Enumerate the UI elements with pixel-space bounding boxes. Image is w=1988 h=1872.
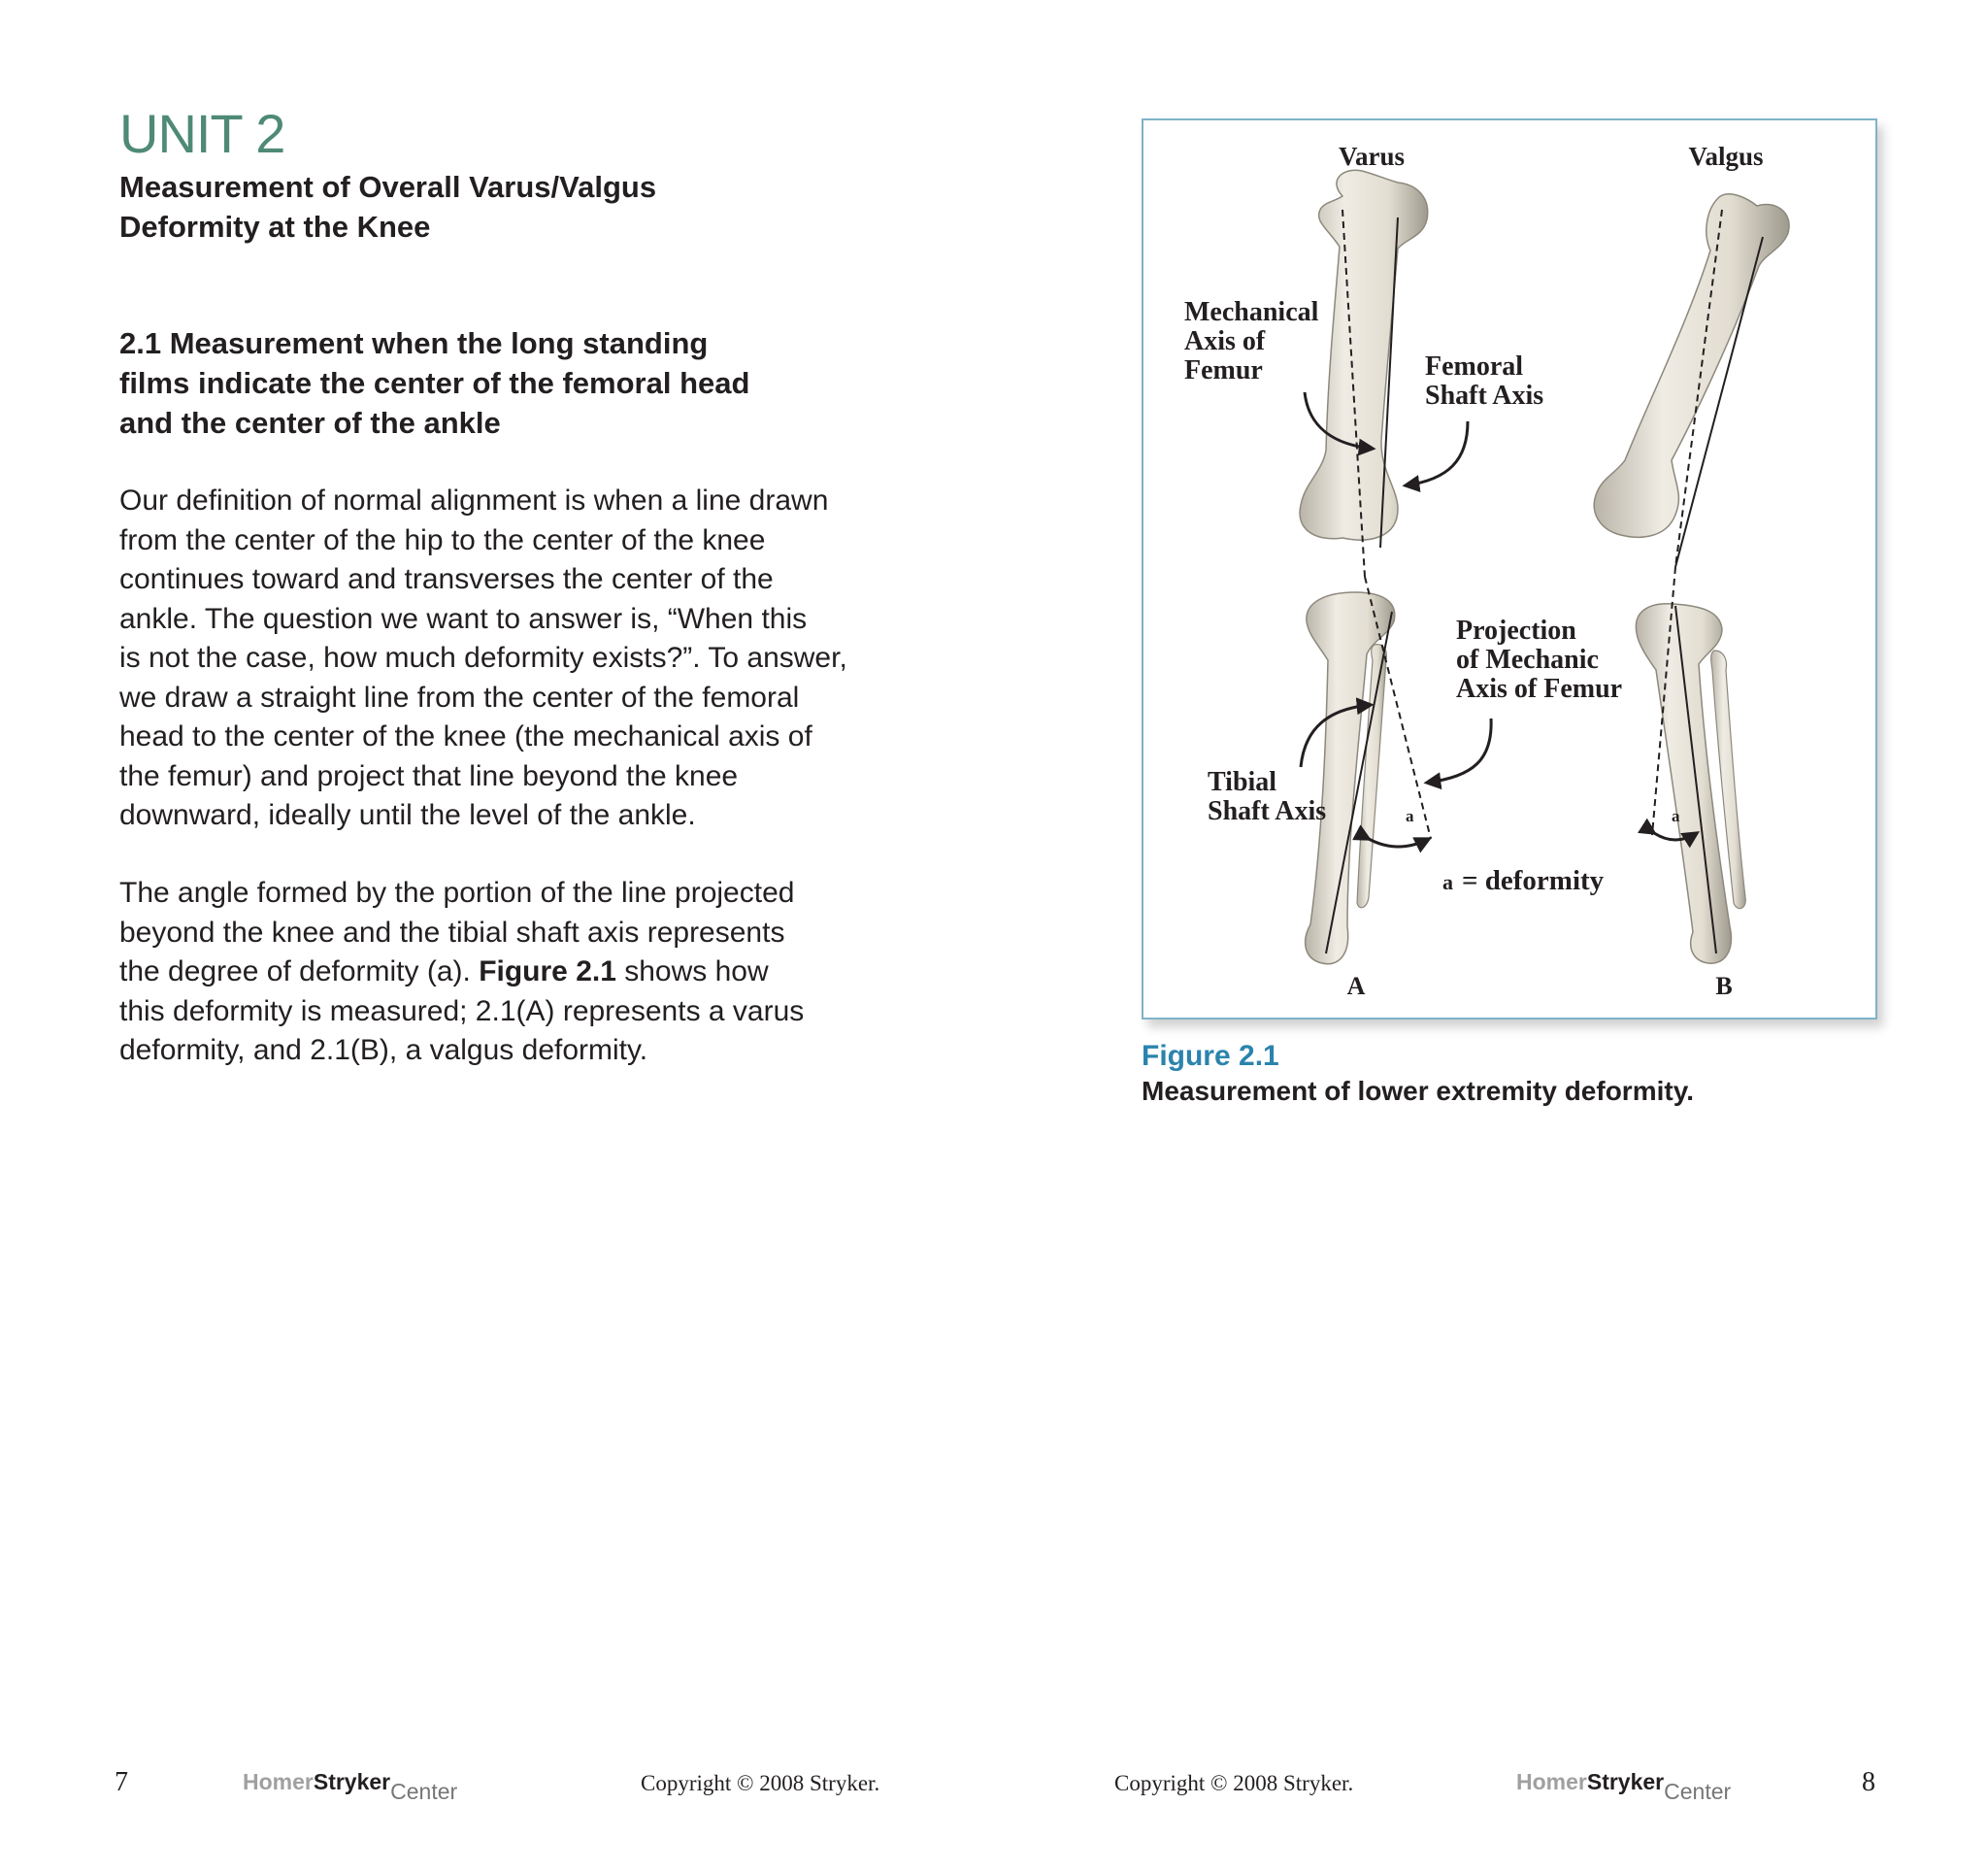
label-varus: Varus: [1338, 142, 1406, 171]
paragraph-line: ankle. The question we want to answer is, “When this: [119, 602, 808, 635]
paragraph-line: is not the case, how much deformity exists?”. To answer,: [119, 642, 847, 674]
logo-homer: Homer: [243, 1769, 314, 1794]
paragraph-line: deformity, and 2.1(B), a valgus deformity.: [119, 1034, 648, 1066]
angle-label-b: a: [1672, 807, 1680, 825]
paragraph-text: shows how: [615, 955, 769, 987]
logo-stryker: Stryker: [1586, 1769, 1665, 1794]
body-paragraph-angle: [119, 874, 896, 1071]
angle-arc-a: [1369, 839, 1429, 847]
page-number-left: 7: [115, 1767, 128, 1797]
unit-subtitle-line: Deformity at the Knee: [119, 210, 431, 244]
paragraph-line: The angle formed by the portion of the line projected: [119, 877, 795, 909]
unit-title: UNIT 2: [119, 103, 285, 164]
paragraph-line: we draw a straight line from the center of the femoral: [119, 681, 800, 714]
copyright-right: Copyright © 2008 Stryker.: [1114, 1771, 1354, 1795]
logo-stryker: Stryker: [313, 1769, 391, 1794]
paragraph-line: beyond the knee and the tibial shaft axis represents: [119, 916, 785, 949]
legend-deformity: = deformity: [1462, 865, 1605, 896]
logo-center: Center: [1664, 1779, 1732, 1804]
unit-subtitle: [119, 167, 741, 247]
label-mechanical-axis: Axis of: [1184, 326, 1266, 356]
pointer-arrow-projection: [1427, 719, 1491, 783]
figure-2-1: [1142, 118, 1877, 1020]
section-heading-line: films indicate the center of the femoral head: [119, 366, 750, 400]
unit-subtitle-line: Measurement of Overall Varus/Valgus: [119, 170, 657, 204]
paragraph-line: from the center of the hip to the center of the knee: [119, 523, 766, 556]
valgus-bones: [1594, 194, 1789, 963]
pointer-arrow-femoral-shaft: [1406, 421, 1468, 485]
paragraph-text: the degree of deformity (a).: [119, 955, 480, 987]
section-heading: [119, 323, 857, 443]
label-projection: Projection: [1456, 616, 1576, 646]
paragraph-line: the femur) and project that line beyond the knee: [119, 759, 739, 792]
label-projection: of Mechanic: [1456, 645, 1599, 675]
label-mechanical-axis: Femur: [1184, 355, 1263, 385]
label-mechanical-axis: Mechanical: [1184, 297, 1319, 327]
paragraph-line: head to the center of the knee (the mechanical axis of: [119, 720, 812, 752]
figure-reference[interactable]: Figure 2.1: [479, 955, 616, 987]
paragraph-line: downward, ideally until the level of the ankle.: [119, 799, 696, 831]
section-heading-line: and the center of the ankle: [119, 406, 501, 440]
section-heading-line: 2.1 Measurement when the long standing: [119, 326, 709, 360]
legend-a-symbol: a: [1442, 870, 1453, 894]
paragraph-line: continues toward and transverses the center of the: [119, 563, 774, 595]
panel-label-a: A: [1346, 972, 1366, 1000]
logo-center: Center: [390, 1779, 458, 1804]
label-tibial-shaft-axis: Tibial: [1208, 767, 1277, 797]
paragraph-line: [119, 953, 896, 992]
label-projection: Axis of Femur: [1456, 674, 1623, 704]
label-tibial-shaft-axis: Shaft Axis: [1208, 796, 1327, 826]
bone-illustration: [1143, 120, 1875, 1018]
logo-homer: Homer: [1516, 1769, 1587, 1794]
paragraph-line: this deformity is measured; 2.1(A) represents a varus: [119, 994, 805, 1027]
homer-stryker-logo-left: [243, 1769, 458, 1804]
homer-stryker-logo-right: [1516, 1769, 1732, 1804]
panel-label-b: B: [1715, 972, 1733, 1000]
page-number-right: 8: [1862, 1767, 1875, 1797]
figure-caption-number: Figure 2.1: [1142, 1040, 1279, 1072]
label-femoral-shaft-axis: Shaft Axis: [1425, 381, 1544, 411]
label-valgus: Valgus: [1688, 142, 1764, 171]
label-femoral-shaft-axis: Femoral: [1425, 351, 1524, 382]
body-paragraph-definition: [119, 482, 896, 836]
paragraph-line: Our definition of normal alignment is when a line drawn: [119, 485, 829, 517]
copyright-left: Copyright © 2008 Stryker.: [641, 1771, 880, 1795]
angle-label-a: a: [1406, 807, 1414, 825]
figure-caption-text: Measurement of lower extremity deformity.: [1142, 1076, 1694, 1106]
